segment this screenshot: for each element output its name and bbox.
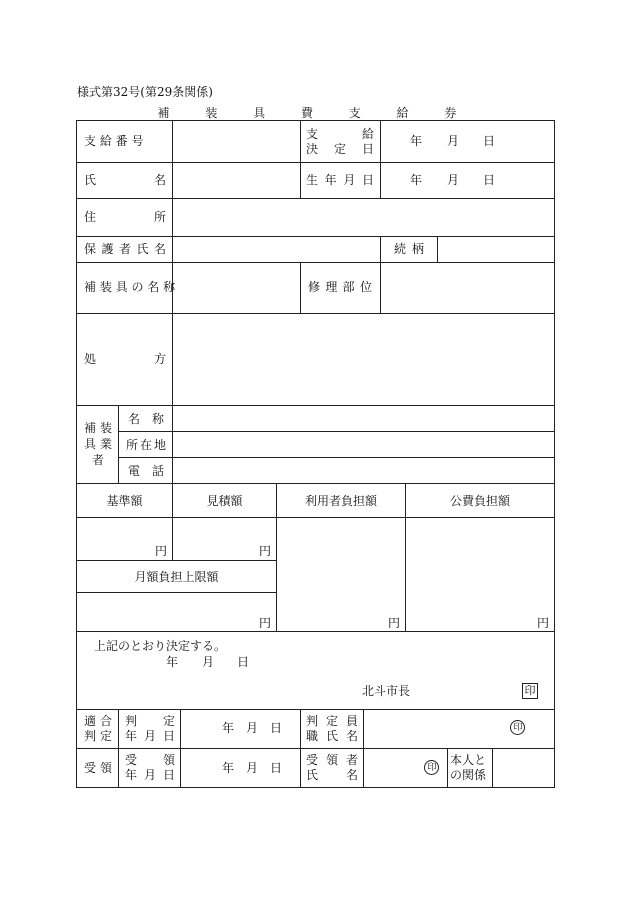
- relation-label-2: の関係: [450, 768, 487, 782]
- repair-part-label: 修 理 部 位: [308, 280, 372, 294]
- vendor-label-2: 具 業: [84, 437, 112, 451]
- user-burden-yen: 円: [388, 616, 401, 630]
- mayor-label: 北斗市長: [362, 684, 411, 698]
- public-burden-header: 公費負担額: [449, 494, 510, 508]
- judge-seal: 印: [513, 723, 523, 733]
- receiver-seal: 印: [427, 763, 437, 773]
- mayor-seal: 印: [524, 684, 536, 697]
- vendor-label-3: 者: [91, 453, 104, 467]
- address-label: 住 所: [84, 210, 166, 224]
- receipt-date-label-1: 受 領: [125, 753, 175, 767]
- vendor-location-label: 所在地: [126, 438, 166, 452]
- judge-label-1: 判 定 員: [306, 714, 358, 728]
- judgment-year-label: 年: [222, 721, 235, 735]
- support-number-label: 支 給 番 号: [84, 134, 144, 148]
- relationship-label: 続 柄: [394, 242, 424, 256]
- receipt-day-label: 日: [270, 761, 283, 775]
- decision-day-label: 日: [483, 134, 496, 148]
- device-name-label: 補 装 具 の 名 称: [84, 280, 176, 294]
- receipt-label: 受 領: [84, 761, 112, 775]
- statement-year-label: 年: [166, 655, 179, 669]
- decision-month-label: 月: [447, 134, 460, 148]
- suitability-label-2: 判 定: [84, 729, 112, 743]
- judgment-day-label: 日: [270, 721, 283, 735]
- vendor-label-1: 補 装: [84, 421, 112, 435]
- suitability-label-1: 適 合: [84, 714, 112, 728]
- receiver-label-2: 氏 名: [306, 768, 358, 782]
- document-title: 補 装 具 費 支 給 券: [157, 106, 473, 120]
- vendor-name-label: 名 称: [128, 412, 164, 426]
- relation-label-1: 本人と: [450, 753, 487, 767]
- receiver-label-1: 受 領 者: [306, 753, 358, 767]
- decision-statement: 上記のとおり決定する。: [94, 639, 227, 653]
- birth-date-label: 生 年 月 日: [306, 173, 374, 187]
- monthly-cap-yen: 円: [259, 616, 272, 630]
- decision-year-label: 年: [410, 134, 423, 148]
- guardian-name-label: 保 護 者 氏 名: [84, 242, 166, 256]
- judgment-date-label-2: 年 月 日: [125, 729, 175, 743]
- judge-label-2: 職 氏 名: [306, 729, 358, 743]
- prescription-label: 処 方: [84, 352, 166, 366]
- form-number: 様式第32号(第29条関係): [77, 85, 213, 99]
- receipt-date-label-2: 年 月 日: [125, 768, 175, 782]
- birth-year-label: 年: [410, 173, 423, 187]
- decision-date-label-2: 決 定 日: [306, 142, 374, 156]
- user-burden-header: 利用者負担額: [304, 494, 377, 508]
- birth-month-label: 月: [447, 173, 460, 187]
- statement-month-label: 月: [202, 655, 215, 669]
- public-burden-yen: 円: [537, 616, 550, 630]
- base-amount-header: 基準額: [106, 494, 143, 508]
- judgment-month-label: 月: [246, 721, 259, 735]
- name-label: 氏 名: [84, 173, 166, 187]
- decision-date-label-1: 支 給: [306, 127, 374, 141]
- vendor-phone-label: 電 話: [128, 464, 164, 478]
- statement-day-label: 日: [237, 655, 250, 669]
- estimate-amount-yen: 円: [259, 544, 272, 558]
- estimate-amount-header: 見積額: [206, 494, 243, 508]
- base-amount-yen: 円: [155, 544, 168, 558]
- judgment-date-label-1: 判 定: [125, 714, 175, 728]
- monthly-cap-label: 月額負担上限額: [134, 570, 219, 584]
- birth-day-label: 日: [483, 173, 496, 187]
- receipt-year-label: 年: [222, 761, 235, 775]
- receipt-month-label: 月: [246, 761, 259, 775]
